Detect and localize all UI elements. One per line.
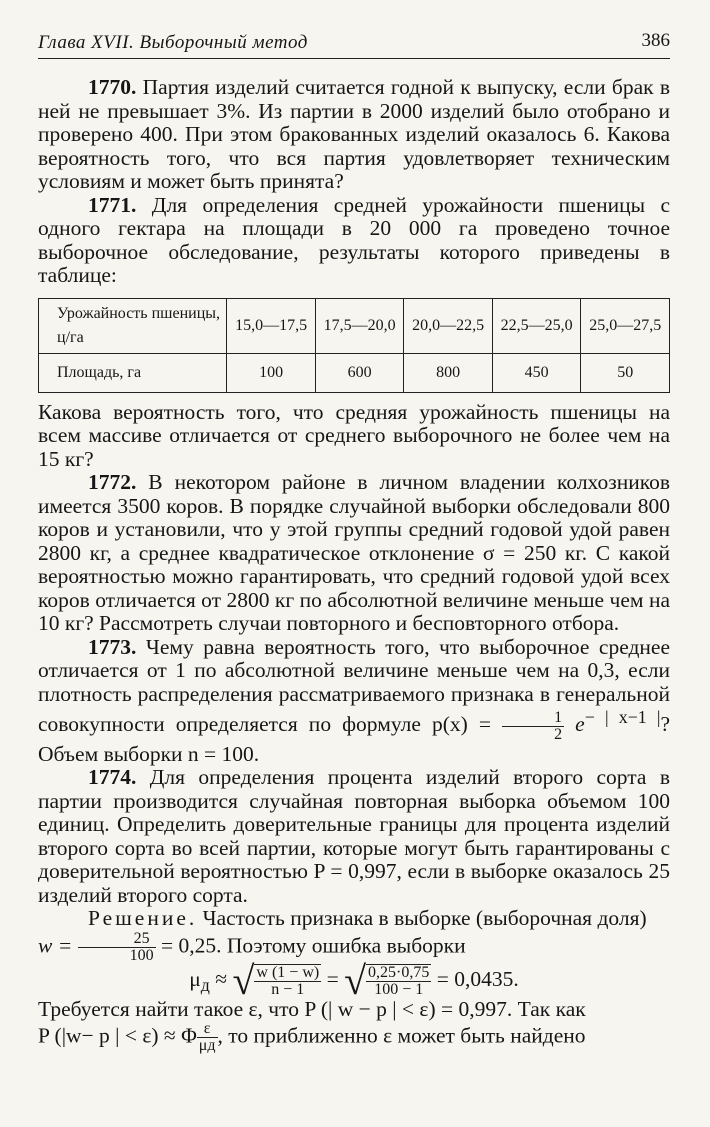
problem-1771-question: Какова вероятность того, что средняя урожайность пшеницы на всем массиве отличается от среднего выборочного не более чем на 15 кг? — [38, 399, 670, 471]
problem-1774 — [38, 766, 670, 907]
table-cell: 100 — [227, 353, 316, 392]
table-cell: 450 — [492, 353, 581, 392]
solution-label: Решение. — [88, 906, 198, 931]
solution-last-line: P (|w− p | < ε) ≈ Φ $\frac{\varepsilon}{\mu д}$ , то приближенно ε может быть найдено — [38, 1020, 586, 1055]
exponent-base: e — [575, 712, 585, 737]
table-cell: 50 — [581, 353, 670, 392]
sqrt-icon: √ — [232, 957, 255, 1003]
fraction: $\frac{w (1 - w)}{n - 1}$ — [256, 963, 320, 998]
problem-text: Партия изделий считается годной к выпуску, если брак в ней не превышает 3%. Из партии в 2000 изделий было отобрано и проверено 400. При этом бракованных изделий оказалось 6. Какова вероятность того, что вся партия удовлетворяет техническим условиям и может быть принята? — [38, 75, 670, 193]
problem-text: Для определения процента изделий второго сорта в партии производится случайная повторная выборка объемом 100 единиц. Определить доверительные границы для процента изделий второго сорта во всей партии, которые могут быть гарантированы с доверительной вероятностью P = 0,997, если в выборке оказалось 25 изделий второго сорта. — [38, 765, 670, 907]
page-body — [38, 76, 670, 1054]
exponent: − | x−1 | — [584, 707, 661, 727]
solution-text: Частость признака в выборке (выборочная доля) — [197, 906, 647, 931]
table-row — [39, 298, 670, 353]
problem-number: 1770. — [88, 75, 137, 99]
fraction: $\frac{1}{2}$ — [502, 710, 564, 743]
problem-number: 1771. — [88, 192, 137, 217]
table-cell: 600 — [315, 353, 404, 392]
problem-1772 — [38, 471, 670, 636]
table-row-label: Урожайность пшеницы, ц/га — [39, 298, 227, 353]
problem-text: В некотором районе в личном владении колхозников имеется 3500 коров. В порядке случайной выборки обследовали 800 коров и установили, что у этой группы средний годовой удой равен 2800 кг, а среднее квадратическое отклонение σ = 250 кг. С какой вероятностью можно гарантировать, что средний годовой удой всех коров отличается от 2800 кг по абсолютной величине меньше чем на 10 кг? Рассмотреть случаи повторного и бесповторного отбора. — [38, 470, 670, 635]
table-cell: 25,0—27,5 — [581, 298, 670, 353]
table-row-label: Площадь, га — [39, 353, 227, 392]
table-cell: 15,0—17,5 — [227, 298, 316, 353]
problem-text: Чему равна вероятность того, что выборочное среднее отличается от 1 по абсолютной величине меньше чем на 0,3, если плотность распределения рассматриваемого признака в генеральной совокупности определяется по формуле p(x) = — [38, 634, 670, 737]
chapter-title: Глава XVII. Выборочный метод — [38, 32, 308, 53]
table-cell: 22,5—25,0 — [492, 298, 581, 353]
problem-number: 1772. — [88, 470, 137, 494]
table-cell: 20,0—22,5 — [404, 298, 493, 353]
problem-1771 — [38, 194, 670, 288]
solution-continued: Требуется найти такое ε, что P (| w − p | < ε) = 0,997. Так как — [38, 996, 586, 1021]
problem-1770 — [38, 76, 670, 194]
fraction: $\frac{25}{100}$ — [78, 931, 156, 964]
error-formula: $\mu_д$ ≈ √ $\frac{w (1 - w)}{n - 1}$ = √ $\frac{0,25\cdot 0,75}{100 - 1}$ = 0,0435. — [189, 957, 519, 1003]
sqrt-icon: √ — [344, 957, 367, 1003]
problem-text-end: ? Объем выборки n = 100. — [38, 712, 671, 766]
problem-text: Для определения средней урожайности пшеницы с одного гектара на площади в 20 000 га проведено точное выборочное обследование, результаты которого приведены в таблице: — [38, 192, 670, 287]
problem-number: 1773. — [88, 634, 137, 659]
fraction: $\frac{0,25\cdot 0,75}{100 - 1}$ — [368, 963, 430, 998]
running-header — [38, 30, 670, 59]
table-row — [39, 353, 670, 392]
yield-table — [38, 298, 670, 393]
problem-number: 1774. — [88, 765, 137, 790]
table-cell: 17,5—20,0 — [315, 298, 404, 353]
solution: Решение. Частость признака в выборке (выборочная доля) w = $\frac{25}{100}$ = 0,25. Поэтому ошибка выборки — [38, 906, 647, 964]
fraction: $\frac{\varepsilon}{\mu д}$ — [198, 1020, 216, 1055]
page-number: 386 — [641, 30, 670, 51]
table-cell: 800 — [404, 353, 493, 392]
problem-1773 — [38, 636, 670, 767]
